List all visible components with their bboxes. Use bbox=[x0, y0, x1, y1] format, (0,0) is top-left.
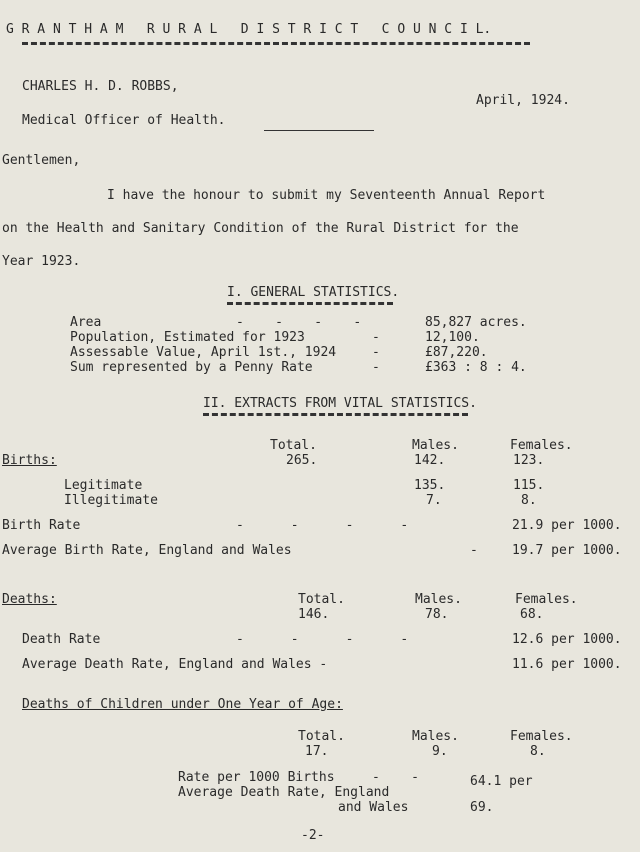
illegitimate-males: 7. bbox=[426, 493, 442, 508]
infant-rate-label: Rate per 1000 Births bbox=[178, 770, 335, 785]
infant-average-label: Average Death Rate, England bbox=[178, 785, 390, 800]
birth-rate-leader: - - - - bbox=[236, 518, 409, 533]
infant-deaths-label: Deaths of Children under One Year of Age: bbox=[22, 697, 343, 712]
death-rate-label: Death Rate bbox=[22, 632, 101, 647]
average-birth-rate-label: Average Birth Rate, England and Wales bbox=[2, 543, 292, 558]
area-value: 85,827 acres. bbox=[425, 315, 527, 330]
infant-average-value: 69. bbox=[470, 800, 494, 815]
infant-males-header: Males. bbox=[412, 729, 459, 744]
infant-average-label-cont: and Wales bbox=[338, 800, 409, 815]
births-total-header: Total. bbox=[270, 438, 317, 453]
deaths-label: Deaths: bbox=[2, 592, 57, 607]
death-rate-value: 12.6 per 1000. bbox=[512, 632, 622, 647]
letter-line-2: on the Health and Sanitary Condition of the Rural District for the bbox=[2, 221, 519, 236]
penny-rate-leader: - bbox=[372, 360, 380, 375]
deaths-males: 78. bbox=[425, 607, 449, 622]
council-heading: G R A N T H A M R U R A L D I S T R I C T C O U N C I L. bbox=[6, 22, 492, 37]
infant-total: 17. bbox=[305, 744, 329, 759]
births-total: 265. bbox=[286, 453, 318, 468]
letter-line-1: I have the honour to submit my Seventeenth Annual Report bbox=[107, 188, 546, 203]
assessable-value-label: Assessable Value, April 1st., 1924 bbox=[70, 345, 337, 360]
average-death-rate-value: 11.6 per 1000. bbox=[512, 657, 622, 672]
average-birth-rate-leader: - bbox=[470, 543, 478, 558]
population-label: Population, Estimated for 1923 bbox=[70, 330, 305, 345]
letter-date: April, 1924. bbox=[476, 93, 570, 108]
vital-heading-rule bbox=[203, 413, 468, 416]
deaths-males-header: Males. bbox=[415, 592, 462, 607]
infant-females-header: Females. bbox=[510, 729, 573, 744]
author-name: CHARLES H. D. ROBBS, bbox=[22, 79, 179, 94]
illegitimate-label: Illegitimate bbox=[64, 493, 158, 508]
infant-females: 8. bbox=[530, 744, 546, 759]
infant-rate-leader: - - bbox=[372, 770, 419, 785]
legitimate-males: 135. bbox=[414, 478, 446, 493]
assessable-value-leader: - bbox=[372, 345, 380, 360]
short-rule bbox=[264, 130, 374, 131]
deaths-total-header: Total. bbox=[298, 592, 345, 607]
area-leader: - - - - bbox=[236, 315, 362, 330]
deaths-females-header: Females. bbox=[515, 592, 578, 607]
birth-rate-label: Birth Rate bbox=[2, 518, 81, 533]
salutation: Gentlemen, bbox=[2, 153, 81, 168]
illegitimate-females: 8. bbox=[521, 493, 537, 508]
page-number: -2- bbox=[301, 828, 325, 843]
average-birth-rate-value: 19.7 per 1000. bbox=[512, 543, 622, 558]
area-label: Area bbox=[70, 315, 102, 330]
infant-total-header: Total. bbox=[298, 729, 345, 744]
births-label: Births: bbox=[2, 453, 57, 468]
legitimate-label: Legitimate bbox=[64, 478, 143, 493]
births-males: 142. bbox=[414, 453, 446, 468]
legitimate-females: 115. bbox=[513, 478, 545, 493]
author-title: Medical Officer of Health. bbox=[22, 113, 226, 128]
population-value: 12,100. bbox=[425, 330, 480, 345]
vital-statistics-heading: II. EXTRACTS FROM VITAL STATISTICS. bbox=[203, 396, 477, 411]
deaths-females: 68. bbox=[520, 607, 544, 622]
infant-males: 9. bbox=[432, 744, 448, 759]
births-females: 123. bbox=[513, 453, 545, 468]
penny-rate-label: Sum represented by a Penny Rate bbox=[70, 360, 313, 375]
assessable-value: £87,220. bbox=[425, 345, 488, 360]
births-females-header: Females. bbox=[510, 438, 573, 453]
deaths-total: 146. bbox=[298, 607, 330, 622]
infant-rate-value: 64.1 per bbox=[470, 774, 533, 789]
population-leader: - bbox=[372, 330, 380, 345]
death-rate-leader: - - - - bbox=[236, 632, 409, 647]
penny-rate-value: £363 : 8 : 4. bbox=[425, 360, 527, 375]
letter-line-3: Year 1923. bbox=[2, 254, 81, 269]
birth-rate-value: 21.9 per 1000. bbox=[512, 518, 622, 533]
average-death-rate-label: Average Death Rate, England and Wales - bbox=[22, 657, 328, 672]
births-males-header: Males. bbox=[412, 438, 459, 453]
general-statistics-heading: I. GENERAL STATISTICS. bbox=[227, 285, 400, 300]
general-heading-rule bbox=[227, 302, 393, 305]
header-dashed-rule bbox=[22, 42, 530, 45]
